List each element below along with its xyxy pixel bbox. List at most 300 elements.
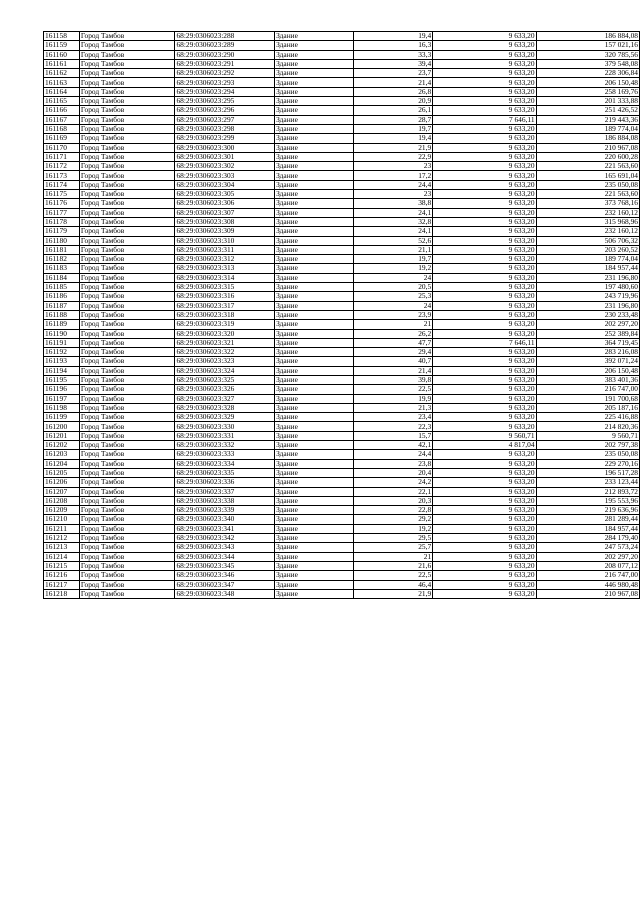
cadastral-value-cell: 243 719,96 bbox=[536, 292, 639, 301]
specific-value-cell: 9 633,20 bbox=[433, 468, 536, 477]
city-cell: Город Тамбов bbox=[79, 69, 175, 78]
city-cell: Город Тамбов bbox=[79, 543, 175, 552]
cadastral-number-cell: 68:29:0306023:295 bbox=[175, 97, 275, 106]
specific-value-cell: 9 633,20 bbox=[433, 273, 536, 282]
specific-value-cell: 9 633,20 bbox=[433, 162, 536, 171]
cadastral-number-cell: 68:29:0306023:314 bbox=[175, 273, 275, 282]
object-type-cell: Здание bbox=[275, 506, 354, 515]
city-cell: Город Тамбов bbox=[79, 199, 175, 208]
area-cell: 25,3 bbox=[353, 292, 432, 301]
table-row bbox=[44, 329, 640, 338]
table-row bbox=[44, 59, 640, 68]
specific-value-cell: 9 633,20 bbox=[433, 524, 536, 533]
city-cell: Город Тамбов bbox=[79, 87, 175, 96]
cadastral-number-cell: 68:29:0306023:291 bbox=[175, 59, 275, 68]
area-cell: 19,2 bbox=[353, 264, 432, 273]
table-row bbox=[44, 543, 640, 552]
area-cell: 20,3 bbox=[353, 496, 432, 505]
specific-value-cell: 9 633,20 bbox=[433, 580, 536, 589]
area-cell: 29,4 bbox=[353, 348, 432, 357]
cadastral-value-cell: 157 021,16 bbox=[536, 41, 639, 50]
table-row bbox=[44, 180, 640, 189]
row-id-cell: 161162 bbox=[44, 69, 80, 78]
object-type-cell: Здание bbox=[275, 245, 354, 254]
specific-value-cell: 9 633,20 bbox=[433, 283, 536, 292]
table-row bbox=[44, 431, 640, 440]
cadastral-number-cell: 68:29:0306023:298 bbox=[175, 124, 275, 133]
cadastral-number-cell: 68:29:0306023:307 bbox=[175, 208, 275, 217]
object-type-cell: Здание bbox=[275, 69, 354, 78]
object-type-cell: Здание bbox=[275, 87, 354, 96]
row-id-cell: 161170 bbox=[44, 143, 80, 152]
object-type-cell: Здание bbox=[275, 32, 354, 41]
specific-value-cell: 9 633,20 bbox=[433, 413, 536, 422]
cadastral-value-cell: 315 968,96 bbox=[536, 217, 639, 226]
area-cell: 22,8 bbox=[353, 506, 432, 515]
specific-value-cell: 9 633,20 bbox=[433, 227, 536, 236]
row-id-cell: 161217 bbox=[44, 580, 80, 589]
area-cell: 52,6 bbox=[353, 236, 432, 245]
object-type-cell: Здание bbox=[275, 589, 354, 598]
cadastral-number-cell: 68:29:0306023:338 bbox=[175, 496, 275, 505]
table-row bbox=[44, 115, 640, 124]
object-type-cell: Здание bbox=[275, 348, 354, 357]
city-cell: Город Тамбов bbox=[79, 283, 175, 292]
table-row bbox=[44, 561, 640, 570]
object-type-cell: Здание bbox=[275, 50, 354, 59]
cadastral-value-cell: 232 160,12 bbox=[536, 208, 639, 217]
row-id-cell: 161160 bbox=[44, 50, 80, 59]
area-cell: 39,8 bbox=[353, 375, 432, 384]
table-row bbox=[44, 162, 640, 171]
row-id-cell: 161194 bbox=[44, 366, 80, 375]
area-cell: 21,1 bbox=[353, 245, 432, 254]
object-type-cell: Здание bbox=[275, 301, 354, 310]
city-cell: Город Тамбов bbox=[79, 580, 175, 589]
specific-value-cell: 9 633,20 bbox=[433, 32, 536, 41]
city-cell: Город Тамбов bbox=[79, 561, 175, 570]
row-id-cell: 161207 bbox=[44, 487, 80, 496]
city-cell: Город Тамбов bbox=[79, 171, 175, 180]
row-id-cell: 161205 bbox=[44, 468, 80, 477]
area-cell: 21,4 bbox=[353, 366, 432, 375]
cadastral-number-cell: 68:29:0306023:289 bbox=[175, 41, 275, 50]
row-id-cell: 161210 bbox=[44, 515, 80, 524]
city-cell: Город Тамбов bbox=[79, 487, 175, 496]
area-cell: 15,7 bbox=[353, 431, 432, 440]
cadastral-value-cell: 191 700,68 bbox=[536, 394, 639, 403]
cadastral-number-cell: 68:29:0306023:326 bbox=[175, 385, 275, 394]
cadastral-value-cell: 184 957,44 bbox=[536, 524, 639, 533]
cadastral-number-cell: 68:29:0306023:293 bbox=[175, 78, 275, 87]
object-type-cell: Здание bbox=[275, 199, 354, 208]
row-id-cell: 161201 bbox=[44, 431, 80, 440]
cadastral-value-cell: 216 747,00 bbox=[536, 571, 639, 580]
table-row bbox=[44, 385, 640, 394]
table-row bbox=[44, 403, 640, 412]
row-id-cell: 161185 bbox=[44, 283, 80, 292]
cadastral-value-cell: 251 426,52 bbox=[536, 106, 639, 115]
table-row bbox=[44, 69, 640, 78]
table-row bbox=[44, 450, 640, 459]
cadastral-value-table bbox=[43, 31, 640, 599]
cadastral-value-cell: 235 050,08 bbox=[536, 180, 639, 189]
cadastral-value-cell: 233 123,44 bbox=[536, 478, 639, 487]
cadastral-value-cell: 165 691,04 bbox=[536, 171, 639, 180]
cadastral-value-cell: 203 260,52 bbox=[536, 245, 639, 254]
area-cell: 38,8 bbox=[353, 199, 432, 208]
city-cell: Город Тамбов bbox=[79, 50, 175, 59]
cadastral-number-cell: 68:29:0306023:312 bbox=[175, 255, 275, 264]
object-type-cell: Здание bbox=[275, 524, 354, 533]
table-row bbox=[44, 190, 640, 199]
table-row bbox=[44, 310, 640, 319]
table-row bbox=[44, 199, 640, 208]
city-cell: Город Тамбов bbox=[79, 78, 175, 87]
object-type-cell: Здание bbox=[275, 190, 354, 199]
cadastral-value-cell: 186 884,08 bbox=[536, 134, 639, 143]
object-type-cell: Здание bbox=[275, 171, 354, 180]
area-cell: 19,7 bbox=[353, 124, 432, 133]
specific-value-cell: 9 633,20 bbox=[433, 97, 536, 106]
specific-value-cell: 9 633,20 bbox=[433, 50, 536, 59]
specific-value-cell: 9 633,20 bbox=[433, 534, 536, 543]
area-cell: 29,5 bbox=[353, 534, 432, 543]
cadastral-value-cell: 206 150,48 bbox=[536, 366, 639, 375]
row-id-cell: 161173 bbox=[44, 171, 80, 180]
row-id-cell: 161197 bbox=[44, 394, 80, 403]
city-cell: Город Тамбов bbox=[79, 329, 175, 338]
cadastral-number-cell: 68:29:0306023:335 bbox=[175, 468, 275, 477]
area-cell: 19,7 bbox=[353, 255, 432, 264]
row-id-cell: 161188 bbox=[44, 310, 80, 319]
row-id-cell: 161180 bbox=[44, 236, 80, 245]
cadastral-number-cell: 68:29:0306023:329 bbox=[175, 413, 275, 422]
row-id-cell: 161158 bbox=[44, 32, 80, 41]
row-id-cell: 161176 bbox=[44, 199, 80, 208]
specific-value-cell: 9 633,20 bbox=[433, 496, 536, 505]
city-cell: Город Тамбов bbox=[79, 468, 175, 477]
cadastral-number-cell: 68:29:0306023:305 bbox=[175, 190, 275, 199]
object-type-cell: Здание bbox=[275, 357, 354, 366]
area-cell: 24,1 bbox=[353, 227, 432, 236]
specific-value-cell: 9 633,20 bbox=[433, 87, 536, 96]
specific-value-cell: 9 633,20 bbox=[433, 208, 536, 217]
area-cell: 24,4 bbox=[353, 180, 432, 189]
city-cell: Город Тамбов bbox=[79, 106, 175, 115]
cadastral-number-cell: 68:29:0306023:288 bbox=[175, 32, 275, 41]
city-cell: Город Тамбов bbox=[79, 571, 175, 580]
table-row bbox=[44, 496, 640, 505]
area-cell: 22,9 bbox=[353, 152, 432, 161]
city-cell: Город Тамбов bbox=[79, 255, 175, 264]
city-cell: Город Тамбов bbox=[79, 506, 175, 515]
specific-value-cell: 9 633,20 bbox=[433, 552, 536, 561]
area-cell: 24,2 bbox=[353, 478, 432, 487]
cadastral-number-cell: 68:29:0306023:306 bbox=[175, 199, 275, 208]
area-cell: 22,5 bbox=[353, 385, 432, 394]
cadastral-value-cell: 283 216,08 bbox=[536, 348, 639, 357]
cadastral-value-cell: 258 169,76 bbox=[536, 87, 639, 96]
specific-value-cell: 9 633,20 bbox=[433, 543, 536, 552]
cadastral-number-cell: 68:29:0306023:317 bbox=[175, 301, 275, 310]
specific-value-cell: 9 633,20 bbox=[433, 459, 536, 468]
cadastral-number-cell: 68:29:0306023:320 bbox=[175, 329, 275, 338]
city-cell: Город Тамбов bbox=[79, 273, 175, 282]
area-cell: 21,3 bbox=[353, 403, 432, 412]
city-cell: Город Тамбов bbox=[79, 534, 175, 543]
cadastral-number-cell: 68:29:0306023:336 bbox=[175, 478, 275, 487]
cadastral-value-cell: 506 706,32 bbox=[536, 236, 639, 245]
specific-value-cell: 9 633,20 bbox=[433, 487, 536, 496]
row-id-cell: 161195 bbox=[44, 375, 80, 384]
table-row bbox=[44, 375, 640, 384]
object-type-cell: Здание bbox=[275, 450, 354, 459]
specific-value-cell: 9 633,20 bbox=[433, 561, 536, 570]
object-type-cell: Здание bbox=[275, 459, 354, 468]
cadastral-value-cell: 195 553,96 bbox=[536, 496, 639, 505]
city-cell: Город Тамбов bbox=[79, 115, 175, 124]
city-cell: Город Тамбов bbox=[79, 227, 175, 236]
specific-value-cell: 9 633,20 bbox=[433, 366, 536, 375]
area-cell: 33,3 bbox=[353, 50, 432, 59]
specific-value-cell: 7 646,11 bbox=[433, 115, 536, 124]
object-type-cell: Здание bbox=[275, 478, 354, 487]
area-cell: 24,4 bbox=[353, 450, 432, 459]
object-type-cell: Здание bbox=[275, 561, 354, 570]
object-type-cell: Здание bbox=[275, 366, 354, 375]
specific-value-cell: 9 633,20 bbox=[433, 78, 536, 87]
city-cell: Город Тамбов bbox=[79, 348, 175, 357]
table-row bbox=[44, 478, 640, 487]
cadastral-number-cell: 68:29:0306023:323 bbox=[175, 357, 275, 366]
object-type-cell: Здание bbox=[275, 236, 354, 245]
table-row bbox=[44, 506, 640, 515]
cadastral-number-cell: 68:29:0306023:311 bbox=[175, 245, 275, 254]
cadastral-value-cell: 202 297,20 bbox=[536, 320, 639, 329]
table-row bbox=[44, 589, 640, 598]
specific-value-cell: 9 633,20 bbox=[433, 171, 536, 180]
table-row bbox=[44, 32, 640, 41]
cadastral-number-cell: 68:29:0306023:304 bbox=[175, 180, 275, 189]
specific-value-cell: 9 633,20 bbox=[433, 59, 536, 68]
area-cell: 26,8 bbox=[353, 87, 432, 96]
city-cell: Город Тамбов bbox=[79, 41, 175, 50]
area-cell: 26,1 bbox=[353, 106, 432, 115]
cadastral-number-cell: 68:29:0306023:345 bbox=[175, 561, 275, 570]
cadastral-value-cell: 252 389,84 bbox=[536, 329, 639, 338]
specific-value-cell: 9 633,20 bbox=[433, 264, 536, 273]
object-type-cell: Здание bbox=[275, 515, 354, 524]
table-row bbox=[44, 580, 640, 589]
specific-value-cell: 9 633,20 bbox=[433, 134, 536, 143]
object-type-cell: Здание bbox=[275, 543, 354, 552]
row-id-cell: 161213 bbox=[44, 543, 80, 552]
table-row bbox=[44, 422, 640, 431]
table-row bbox=[44, 264, 640, 273]
object-type-cell: Здание bbox=[275, 264, 354, 273]
cadastral-value-cell: 231 196,80 bbox=[536, 273, 639, 282]
area-cell: 39,4 bbox=[353, 59, 432, 68]
cadastral-number-cell: 68:29:0306023:310 bbox=[175, 236, 275, 245]
specific-value-cell: 9 633,20 bbox=[433, 450, 536, 459]
city-cell: Город Тамбов bbox=[79, 431, 175, 440]
object-type-cell: Здание bbox=[275, 208, 354, 217]
cadastral-value-cell: 446 980,48 bbox=[536, 580, 639, 589]
cadastral-value-cell: 220 600,28 bbox=[536, 152, 639, 161]
city-cell: Город Тамбов bbox=[79, 245, 175, 254]
city-cell: Город Тамбов bbox=[79, 524, 175, 533]
row-id-cell: 161196 bbox=[44, 385, 80, 394]
row-id-cell: 161208 bbox=[44, 496, 80, 505]
cadastral-number-cell: 68:29:0306023:330 bbox=[175, 422, 275, 431]
cadastral-value-cell: 247 573,24 bbox=[536, 543, 639, 552]
specific-value-cell: 9 560,71 bbox=[433, 431, 536, 440]
cadastral-value-cell: 9 560,71 bbox=[536, 431, 639, 440]
table-row bbox=[44, 245, 640, 254]
table-row bbox=[44, 552, 640, 561]
row-id-cell: 161163 bbox=[44, 78, 80, 87]
area-cell: 20,9 bbox=[353, 97, 432, 106]
cadastral-value-cell: 214 820,36 bbox=[536, 422, 639, 431]
area-cell: 17,2 bbox=[353, 171, 432, 180]
area-cell: 23,4 bbox=[353, 413, 432, 422]
specific-value-cell: 9 633,20 bbox=[433, 292, 536, 301]
row-id-cell: 161206 bbox=[44, 478, 80, 487]
area-cell: 42,1 bbox=[353, 441, 432, 450]
specific-value-cell: 9 633,20 bbox=[433, 385, 536, 394]
row-id-cell: 161181 bbox=[44, 245, 80, 254]
area-cell: 46,4 bbox=[353, 580, 432, 589]
object-type-cell: Здание bbox=[275, 385, 354, 394]
specific-value-cell: 9 633,20 bbox=[433, 375, 536, 384]
row-id-cell: 161174 bbox=[44, 180, 80, 189]
row-id-cell: 161190 bbox=[44, 329, 80, 338]
city-cell: Город Тамбов bbox=[79, 310, 175, 319]
object-type-cell: Здание bbox=[275, 320, 354, 329]
specific-value-cell: 9 633,20 bbox=[433, 348, 536, 357]
area-cell: 21 bbox=[353, 552, 432, 561]
specific-value-cell: 9 633,20 bbox=[433, 571, 536, 580]
city-cell: Город Тамбов bbox=[79, 143, 175, 152]
cadastral-number-cell: 68:29:0306023:346 bbox=[175, 571, 275, 580]
city-cell: Город Тамбов bbox=[79, 357, 175, 366]
row-id-cell: 161175 bbox=[44, 190, 80, 199]
table-row bbox=[44, 143, 640, 152]
city-cell: Город Тамбов bbox=[79, 134, 175, 143]
object-type-cell: Здание bbox=[275, 441, 354, 450]
city-cell: Город Тамбов bbox=[79, 162, 175, 171]
specific-value-cell: 9 633,20 bbox=[433, 190, 536, 199]
row-id-cell: 161193 bbox=[44, 357, 80, 366]
table-row bbox=[44, 459, 640, 468]
cadastral-value-cell: 232 160,12 bbox=[536, 227, 639, 236]
cadastral-number-cell: 68:29:0306023:297 bbox=[175, 115, 275, 124]
cadastral-number-cell: 68:29:0306023:332 bbox=[175, 441, 275, 450]
object-type-cell: Здание bbox=[275, 422, 354, 431]
row-id-cell: 161171 bbox=[44, 152, 80, 161]
area-cell: 40,7 bbox=[353, 357, 432, 366]
city-cell: Город Тамбов bbox=[79, 459, 175, 468]
object-type-cell: Здание bbox=[275, 329, 354, 338]
area-cell: 16,3 bbox=[353, 41, 432, 50]
object-type-cell: Здание bbox=[275, 487, 354, 496]
table-row bbox=[44, 487, 640, 496]
specific-value-cell: 9 633,20 bbox=[433, 506, 536, 515]
object-type-cell: Здание bbox=[275, 97, 354, 106]
cadastral-value-cell: 221 563,60 bbox=[536, 190, 639, 199]
specific-value-cell: 4 817,04 bbox=[433, 441, 536, 450]
city-cell: Город Тамбов bbox=[79, 394, 175, 403]
table-row bbox=[44, 87, 640, 96]
cadastral-value-cell: 212 893,72 bbox=[536, 487, 639, 496]
table-row bbox=[44, 152, 640, 161]
object-type-cell: Здание bbox=[275, 394, 354, 403]
table-row bbox=[44, 283, 640, 292]
area-cell: 19,2 bbox=[353, 524, 432, 533]
row-id-cell: 161177 bbox=[44, 208, 80, 217]
area-cell: 24 bbox=[353, 301, 432, 310]
cadastral-value-cell: 320 785,56 bbox=[536, 50, 639, 59]
city-cell: Город Тамбов bbox=[79, 124, 175, 133]
city-cell: Город Тамбов bbox=[79, 301, 175, 310]
table-row bbox=[44, 171, 640, 180]
cadastral-number-cell: 68:29:0306023:318 bbox=[175, 310, 275, 319]
cadastral-number-cell: 68:29:0306023:343 bbox=[175, 543, 275, 552]
object-type-cell: Здание bbox=[275, 217, 354, 226]
row-id-cell: 161216 bbox=[44, 571, 80, 580]
row-id-cell: 161218 bbox=[44, 589, 80, 598]
area-cell: 20,5 bbox=[353, 283, 432, 292]
object-type-cell: Здание bbox=[275, 375, 354, 384]
specific-value-cell: 9 633,20 bbox=[433, 403, 536, 412]
area-cell: 20,4 bbox=[353, 468, 432, 477]
city-cell: Город Тамбов bbox=[79, 413, 175, 422]
cadastral-number-cell: 68:29:0306023:296 bbox=[175, 106, 275, 115]
object-type-cell: Здание bbox=[275, 580, 354, 589]
object-type-cell: Здание bbox=[275, 273, 354, 282]
object-type-cell: Здание bbox=[275, 152, 354, 161]
row-id-cell: 161202 bbox=[44, 441, 80, 450]
cadastral-value-cell: 373 768,16 bbox=[536, 199, 639, 208]
specific-value-cell: 9 633,20 bbox=[433, 301, 536, 310]
table-row bbox=[44, 301, 640, 310]
cadastral-number-cell: 68:29:0306023:342 bbox=[175, 534, 275, 543]
cadastral-value-cell: 196 517,28 bbox=[536, 468, 639, 477]
object-type-cell: Здание bbox=[275, 41, 354, 50]
table-row bbox=[44, 41, 640, 50]
row-id-cell: 161199 bbox=[44, 413, 80, 422]
cadastral-number-cell: 68:29:0306023:313 bbox=[175, 264, 275, 273]
specific-value-cell: 9 633,20 bbox=[433, 394, 536, 403]
cadastral-value-cell: 392 071,24 bbox=[536, 357, 639, 366]
cadastral-number-cell: 68:29:0306023:319 bbox=[175, 320, 275, 329]
table-row bbox=[44, 413, 640, 422]
object-type-cell: Здание bbox=[275, 403, 354, 412]
specific-value-cell: 9 633,20 bbox=[433, 180, 536, 189]
row-id-cell: 161198 bbox=[44, 403, 80, 412]
specific-value-cell: 9 633,20 bbox=[433, 199, 536, 208]
specific-value-cell: 9 633,20 bbox=[433, 329, 536, 338]
row-id-cell: 161183 bbox=[44, 264, 80, 273]
row-id-cell: 161186 bbox=[44, 292, 80, 301]
city-cell: Город Тамбов bbox=[79, 450, 175, 459]
area-cell: 21 bbox=[353, 320, 432, 329]
row-id-cell: 161192 bbox=[44, 348, 80, 357]
cadastral-number-cell: 68:29:0306023:316 bbox=[175, 292, 275, 301]
row-id-cell: 161168 bbox=[44, 124, 80, 133]
city-cell: Город Тамбов bbox=[79, 552, 175, 561]
